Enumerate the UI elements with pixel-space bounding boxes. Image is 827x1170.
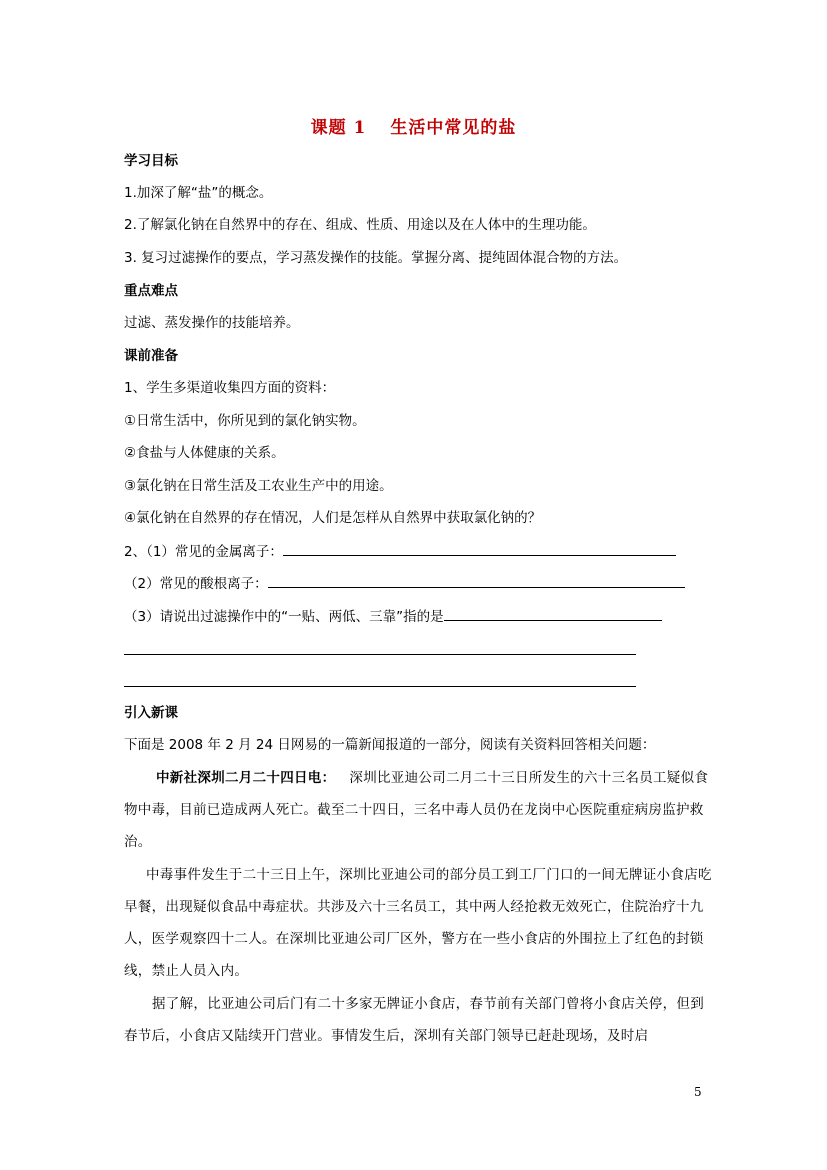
prep-item-1: 1、学生多渠道收集四方面的资料： [124, 380, 336, 396]
prep-item-1a: ①日常生活中，你所见到的氯化钠实物。 [124, 413, 366, 429]
intro-text: 下面是 2008 年 2 月 24 日网易的一篇新闻报道的一部分，阅读有关资料回答相关问题： [124, 737, 656, 753]
key-text: 过滤、蒸发操作的技能培养。 [124, 315, 300, 331]
prep-item-1b: ②食盐与人体健康的关系。 [124, 445, 285, 461]
news-dateline: 中新社深圳二月二十四日电： [156, 770, 336, 786]
question-1 [124, 541, 676, 562]
goals-heading: 学习目标 [124, 153, 178, 169]
goal-3: 3. 复习过滤操作的要点，学习蒸发操作的技能。掌握分离、提纯固体混合物的方法。 [124, 250, 628, 266]
question-3-text: （3）请说出过滤操作中的“一贴、两低、三靠”指的是 [124, 609, 444, 625]
prep-item-1d: ④氯化钠在自然界的存在情况，人们是怎样从自然界中获取氯化钠的？ [124, 510, 542, 526]
title-lesson-number: 课题 1 [310, 118, 367, 138]
question-3 [124, 606, 662, 627]
key-heading: 重点难点 [124, 283, 178, 299]
answer-blank-3[interactable] [444, 606, 662, 621]
page-number: 5 [694, 1085, 702, 1099]
news-paragraph-1 [124, 762, 714, 858]
answer-line-4[interactable] [124, 654, 636, 655]
intro-heading: 引入新课 [124, 705, 178, 721]
question-2 [124, 573, 685, 594]
prep-heading: 课前准备 [124, 348, 178, 364]
answer-blank-1[interactable] [283, 541, 676, 556]
goal-2: 2.了解氯化钠在自然界中的存在、组成、性质、用途以及在人体中的生理功能。 [124, 217, 596, 233]
question-1-text: 2、（1）常见的金属离子： [124, 544, 283, 560]
prep-item-1c: ③氯化钠在日常生活及工农业生产中的用途。 [124, 478, 393, 494]
question-2-text: （2）常见的酸根离子： [124, 576, 268, 592]
answer-blank-2[interactable] [268, 573, 685, 588]
news-paragraph-2: 中毒事件发生于二十三日上午，深圳比亚迪公司的部分员工到工厂门口的一间无牌证小食店吃早餐，出现疑似食品中毒症状。共涉及六十三名员工，其中两人经抢救无效死亡，住院治疗十九人，医学观察四十二人。在深圳比亚迪公司厂区外，警方在一些小食店的外围拉上了红色的封锁线，禁止人员入内。 [124, 867, 712, 979]
title-lesson-name: 生活中常见的盐 [390, 118, 517, 138]
answer-line-5[interactable] [124, 686, 636, 687]
goal-1: 1.加深了解“盐”的概念。 [124, 185, 273, 201]
page-title [0, 113, 827, 138]
news-paragraph-3: 据了解，比亚迪公司后门有二十多家无牌证小食店，春节前有关部门曾将小食店关停，但到春节后，小食店又陆续开门营业。事情发生后，深圳有关部门领导已赶赴现场，及时启 [124, 996, 704, 1044]
news-paragraph-1-text: 深圳比亚迪公司二月二十三日所发生的六十三名员工疑似食物中毒，目前已造成两人死亡。截至二十四日，三名中毒人员仍在龙岗中心医院重症病房监护救治。 [124, 770, 709, 850]
